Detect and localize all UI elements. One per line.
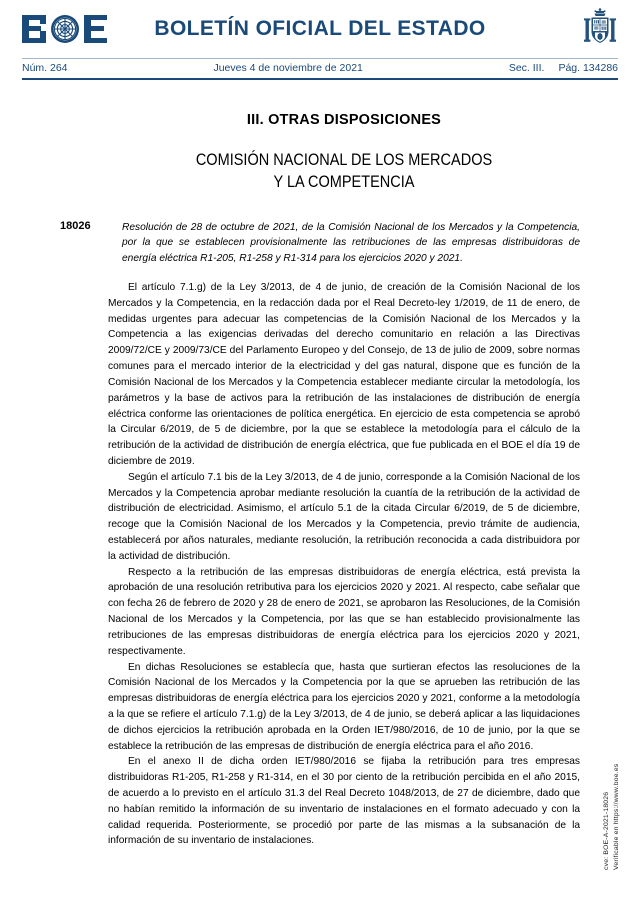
boe-logo-icon (22, 14, 108, 44)
organization-heading-line2: Y LA COMPETENCIA (273, 172, 415, 191)
page-number: Pág. 134286 (558, 62, 618, 74)
boe-logo (22, 14, 108, 44)
body-text (108, 280, 580, 849)
section-label: Sec. III. (508, 62, 545, 74)
resolution-summary: Resolución de 28 de octubre de 2021, de la Comisión Nacional de los Mercados y la Competencia, por la que se establecen provisionalmente las retribuciones de las empresas distribuidoras de energía eléctrica R1-205, R1-258 y R1-314 para los ejercicios 2020 y 2021. (122, 221, 580, 264)
body-paragraph: Respecto a la retribución de las empresas distribuidoras de energía eléctrica, está prevista la aprobación de una resolución retributiva para los ejercicios 2020 y 2021. Al respecto, cabe señalar que con fecha 26 de febrero de 2020 y 28 de enero de 2021, se aprobaron las Resoluciones, de la Comisión Nacional de los Mercados y la Competencia, por las que se han establecido provisionalmente las retribuciones de las empresas distribuidoras de energía eléctrica para los ejercicios 2020 y 2021, respectivamente. (108, 566, 580, 657)
document-sidenote (603, 630, 634, 870)
body-paragraph: En el anexo II de dicha orden IET/980/2016 se fijaba la retribución para tres empresas distribuidoras R1-205, R1-258 y R1-314, en el 30 por ciento de la retribución percibida en el año 2015, de acuerdo a lo previsto en el artículo 31.3 del Real Decreto 1048/2013, de 27 de diciembre, dado que no habían remitido la información de su inventario de instalaciones en el formato adecuado y con la calidad requerida. Posteriormente, se procedió por parte de las mismas a la subsanación de la información de su inventario de instalaciones. (108, 756, 580, 847)
publication-date: Jueves 4 de noviembre de 2021 (213, 62, 363, 74)
spain-coat-of-arms-icon (582, 7, 618, 51)
body-paragraph: El artículo 7.1.g) de la Ley 3/2013, de 4 de junio, de creación de la Comisión Nacional de los Mercados y la Competencia, en la redacción dada por el Real Decreto-ley 1/2019, de 11 de enero, de medidas urgentes para adecuar las competencias de la Comisión Nacional de los Mercados y la Competencia a las exigencias derivadas del derecho comunitario en relación a las Directivas 2009/72/CE y 2009/73/CE del Parlamento Europeo y del Consejo, de 13 de julio de 2009, sobre normas comunes para el mercado interior de la electricidad y del gas natural, dispone que es función de la Comisión Nacional de los Mercados y la Competencia establecer mediante circular la metodología, los parámetros y la base de activos para la retribución de las instalaciones de distribución de energía eléctrica conforme las orientaciones de política energética. En ejercicio de esta competencia se aprobó la Circular 6/2019, de 5 de diciembre, por la que se establece la metodología para el cálculo de la retribución de la actividad de distribución de energía eléctrica, que fue publicada en el BOE el día 19 de diciembre de 2019. (108, 282, 580, 467)
body-paragraph: Según el artículo 7.1 bis de la Ley 3/2013, de 4 de junio, corresponde a la Comisión Nacional de los Mercados y la Competencia aprobar mediante resolución la cuantía de la retribución de la actividad de distribución de electricidad. Asimismo, el artículo 5.1 de la citada Circular 6/2019, de 5 de diciembre, recoge que la Comisión Nacional de los Mercados y la Competencia, previo trámite de audiencia, establecerá por años naturales, mediante resolución, la retribución reconocida a cada distribuidora por la actividad de distribución. (108, 471, 580, 562)
section-and-page (509, 62, 618, 74)
page-title: BOLETÍN OFICIAL DEL ESTADO (154, 17, 486, 40)
info-bar-wrapper (0, 58, 640, 80)
coat-of-arms-icon (582, 7, 618, 51)
organization-heading-line1: COMISIÓN NACIONAL DE LOS MERCADOS (195, 151, 493, 169)
organization-heading (136, 150, 551, 194)
resolution-number: 18026 (60, 219, 91, 232)
info-bar (22, 58, 618, 80)
verification-url[interactable]: Verificable en https://www.boe.es (613, 763, 620, 870)
body-paragraph: En dichas Resoluciones se establecía que, hasta que surtieran efectos las resoluciones de la Comisión Nacional de los Mercados y la Competencia por la que se aprueben las retribución de las empresas distribuidoras de energía eléctrica para los ejercicios 2020 y 2021, conforme a la metodología a la que se refiere el artículo 7.1.g) de la Ley 3/2013, de 4 de junio, se deberá aplicar a las liquidaciones de dichos ejercicios la retribución aprobada en la Orden IET/980/2016, de 10 de junio, por la que se establece la retribución de las empresas de distribución de energía eléctrica para el año 2016. (108, 661, 580, 752)
masthead (0, 0, 640, 58)
section-heading: III. OTRAS DISPOSICIONES (246, 112, 442, 128)
issue-number: Núm. 264 (22, 62, 68, 74)
cve-code: cve: BOE-A-2021-18026 (603, 791, 610, 870)
resolution-block (60, 219, 580, 267)
document-content (0, 112, 640, 849)
